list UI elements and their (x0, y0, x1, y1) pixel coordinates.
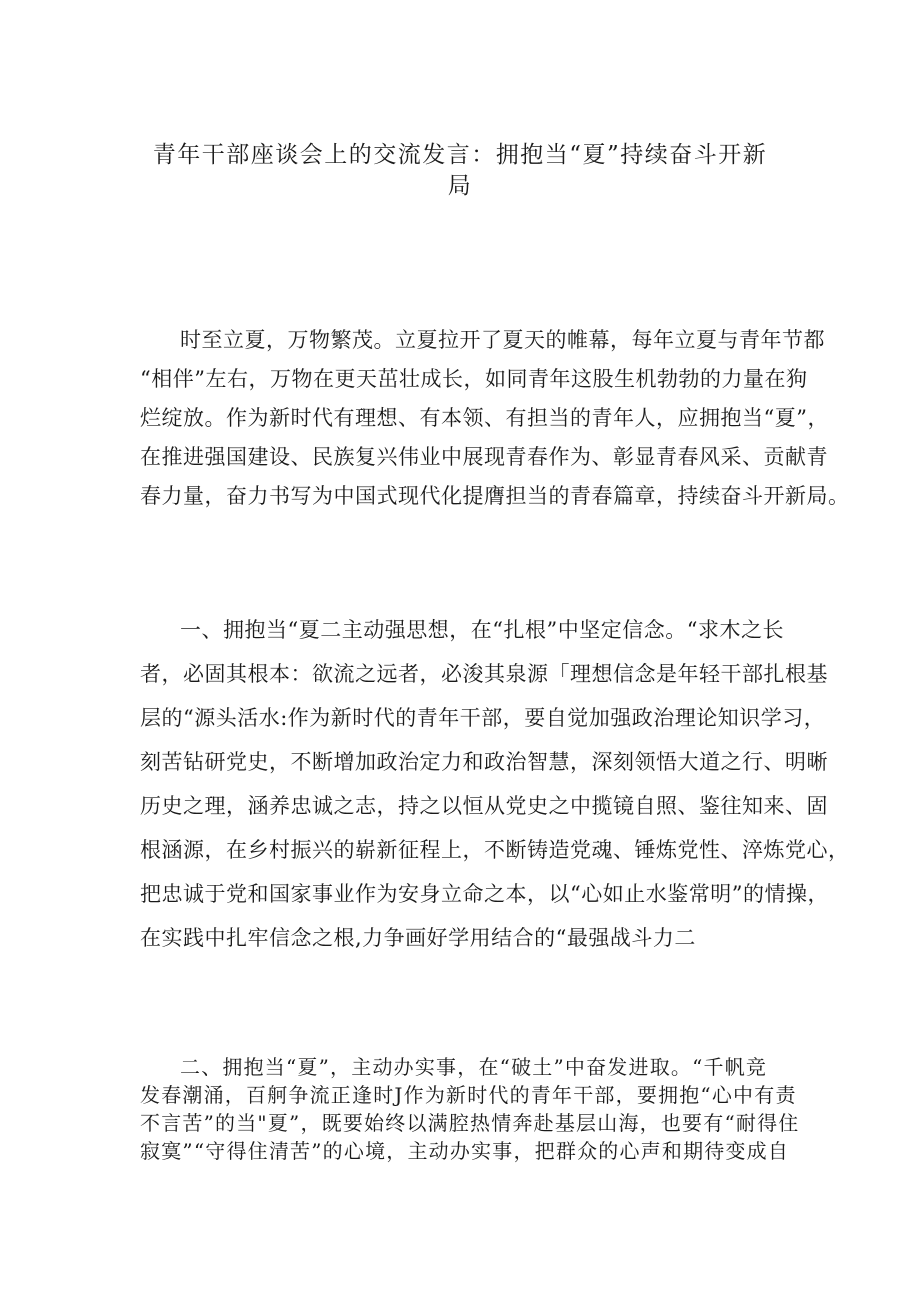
document-title-line-1: 青年干部座谈会上的交流发言：拥抱当“夏”持续奋斗开新 (152, 142, 768, 168)
paragraph-line: 刻苦钻研党史，不断增加政治定力和政治智慧，深刻领悟大道之行、明晰 (140, 750, 828, 774)
paragraph-line: “相伴”左右，万物在更天茁壮成长，如同青年这股生机勃勃的力量在狗 (140, 367, 808, 391)
paragraph-line: 一、拥抱当“夏二主动强思想，在“扎根”中坚定信念。“求木之长 (180, 618, 784, 642)
paragraph-line: 二、拥抱当“夏”，主动办实事，在“破土”中奋发进取。“千帆竞 (180, 1055, 768, 1079)
paragraph-line: 春力量，奋力书写为中国式现代化提膺担当的青春篇章，持续奋斗开新局。 (140, 484, 850, 508)
paragraph-line: 者，必固其根本：欲流之远者，必浚其泉源「理想信念是年轻干部扎根基 (140, 662, 828, 686)
document-title-line-2: 局 (447, 173, 473, 199)
paragraph-line: 时至立夏，万物繁茂。立夏拉开了夏天的帷幕，每年立夏与青年节都 (180, 328, 825, 352)
paragraph-line: 在实践中扎牢信念之根,力争画好学用结合的“最强战斗力二 (140, 926, 696, 950)
paragraph-line: 发春潮涌，百舸争流正逢时J作为新时代的青年干部，要拥抱“心中有责 (140, 1083, 797, 1107)
paragraph-line: 根涵源，在乡村振兴的崭新征程上，不断铸造党魂、锤炼党性、淬炼党心， (140, 838, 850, 862)
paragraph-line: 把忠诚于党和国家事业作为安身立命之本，以“心如止水鉴常明”的情操， (140, 882, 829, 906)
paragraph-line: 历史之理，涵养忠诚之志，持之以恒从党史之中揽镜自照、鉴往知来、固 (140, 794, 828, 818)
paragraph-line: 层的“源头活水:作为新时代的青年干部，要自觉加强政治理论知识学习， (140, 706, 826, 730)
paragraph-line: 寂寞”“守得住清苦”的心境，主动办实事，把群众的心声和期待变成自 (140, 1139, 790, 1163)
paragraph-line: 烂绽放。作为新时代有理想、有本领、有担当的青年人，应拥抱当“夏”， (140, 406, 829, 430)
paragraph-line: 在推进强国建设、民族复兴伟业中展现青春作为、彰显青春风采、贡献青 (140, 445, 828, 469)
paragraph-line: 不言苦”的当"夏”，既要始终以满腔热情奔赴基层山海，也要有“耐得住 (140, 1111, 800, 1135)
